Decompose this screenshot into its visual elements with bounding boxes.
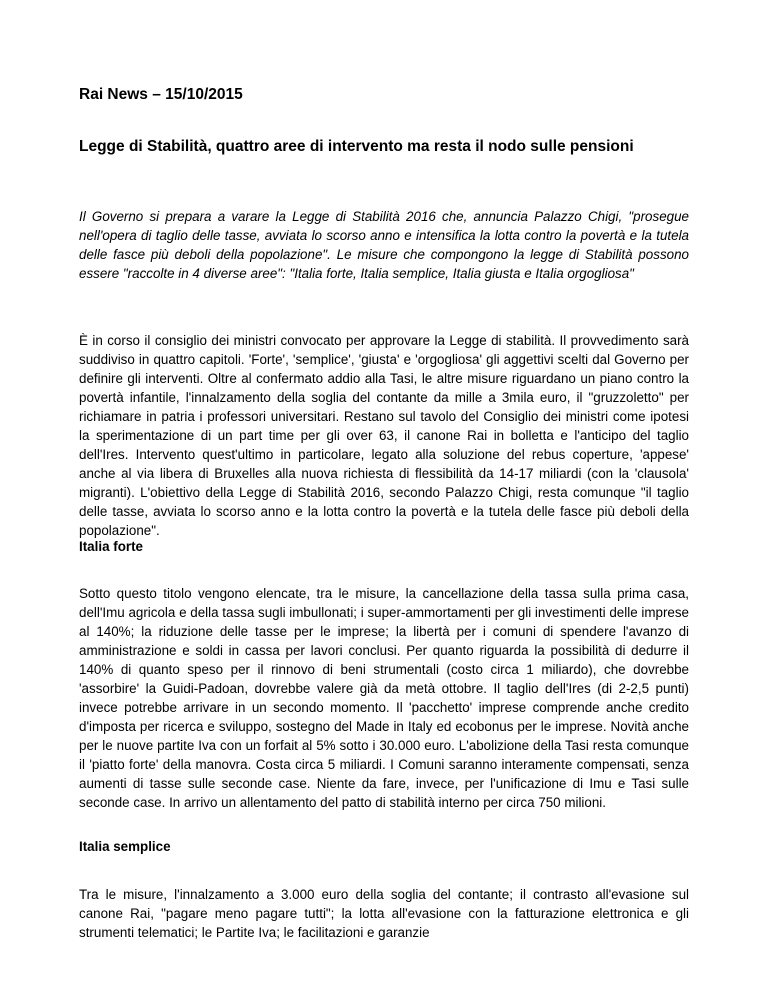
- source-date-heading: Rai News – 15/10/2015: [79, 86, 243, 103]
- section-heading-italia-semplice: Italia semplice: [79, 839, 171, 854]
- section-text-italia-semplice: Tra le misure, l'innalzamento a 3.000 euro della soglia del contante; il contrasto all'evasione sul canone Rai, "pagare meno pagare tutti"; la lotta all'evasione con la fatturazione elettronica e gli strumenti telematici; le Partite Iva; le facilitazioni e garanzie: [79, 887, 689, 940]
- article-headline: Legge di Stabilità, quattro aree di intervento ma resta il nodo sulle pensioni: [79, 138, 634, 155]
- article-lead: Il Governo si prepara a varare la Legge di Stabilità 2016 che, annuncia Palazzo Chigi, "prosegue nell'opera di taglio delle tasse, avviata lo scorso anno e intensifica la lotta contro la povertà e la tutela delle fasce più deboli della popolazione". Le misure che compongono la legge di Stabilità possono essere "raccolte in 4 diverse aree": "Italia forte, Italia semplice, Italia giusta e Italia orgogliosa": [79, 209, 689, 281]
- intro-paragraph: È in corso il consiglio dei ministri convocato per approvare la Legge di stabilità. Il provvedimento sarà suddiviso in quattro capitoli. 'Forte', 'semplice', 'giusta' e 'orgogliosa' gli aggettivi scelti dal Governo per definire gli interventi. Oltre al confermato addio alla Tasi, le altre misure riguardano un piano contro la povertà infantile, l'innalzamento della soglia del contante da mille a 3mila euro, il "gruzzoletto" per richiamare in patria i professori universitari. Restano sul tavolo del Consiglio dei ministri come ipotesi la sperimentazione di un part time per gli over 63, il canone Rai in bolletta e l'anticipo del taglio dell'Ires. Intervento quest'ultimo in particolare, legato alla soluzione del rebus coperture, 'appese' anche al via libera di Bruxelles alla nuova richiesta di flessibilità da 14-17 miliardi (con la 'clausola' migranti). L'obiettivo della Legge di Stabilità 2016, secondo Palazzo Chigi, resta comunque "il taglio delle tasse, avviata lo scorso anno e la lotta contro la povertà e la tutela delle fasce più deboli della popolazione".: [79, 333, 689, 538]
- section-text-italia-forte: Sotto questo titolo vengono elencate, tra le misure, la cancellazione della tassa sulla prima casa, dell'Imu agricola e della tassa sugli imbullonati; i super-ammortamenti per gli investimenti delle imprese al 140%; la riduzione delle tasse per le imprese; la libertà per i comuni di spendere l'avanzo di amministrazione e soldi in cassa per lavori conclusi. Per quanto riguarda la possibilità di dedurre il 140% di quanto speso per il rinnovo di beni strumentali (costo circa 1 miliardo), che dovrebbe 'assorbire' la Guidi-Padoan, dovrebbe valere già da metà ottobre. Il taglio dell'Ires (di 2-2,5 punti) invece potrebbe arrivare in un secondo momento. Il 'pacchetto' imprese comprende anche credito d'imposta per ricerca e sviluppo, sostegno del Made in Italy ed ecobonus per le imprese. Novità anche per le nuove partite Iva con un forfait al 5% sotto i 30.000 euro. L'abolizione della Tasi resta comunque il 'piatto forte' della manovra. Costa circa 5 miliardi. I Comuni saranno interamente compensati, senza aumenti di tasse sulle seconde case. Niente da fare, invece, per l'unificazione di Imu e Tasi sulle seconde case. In arrivo un allentamento del patto di stabilità interno per circa 750 milioni.: [79, 586, 689, 810]
- section-heading-italia-forte: Italia forte: [79, 539, 143, 554]
